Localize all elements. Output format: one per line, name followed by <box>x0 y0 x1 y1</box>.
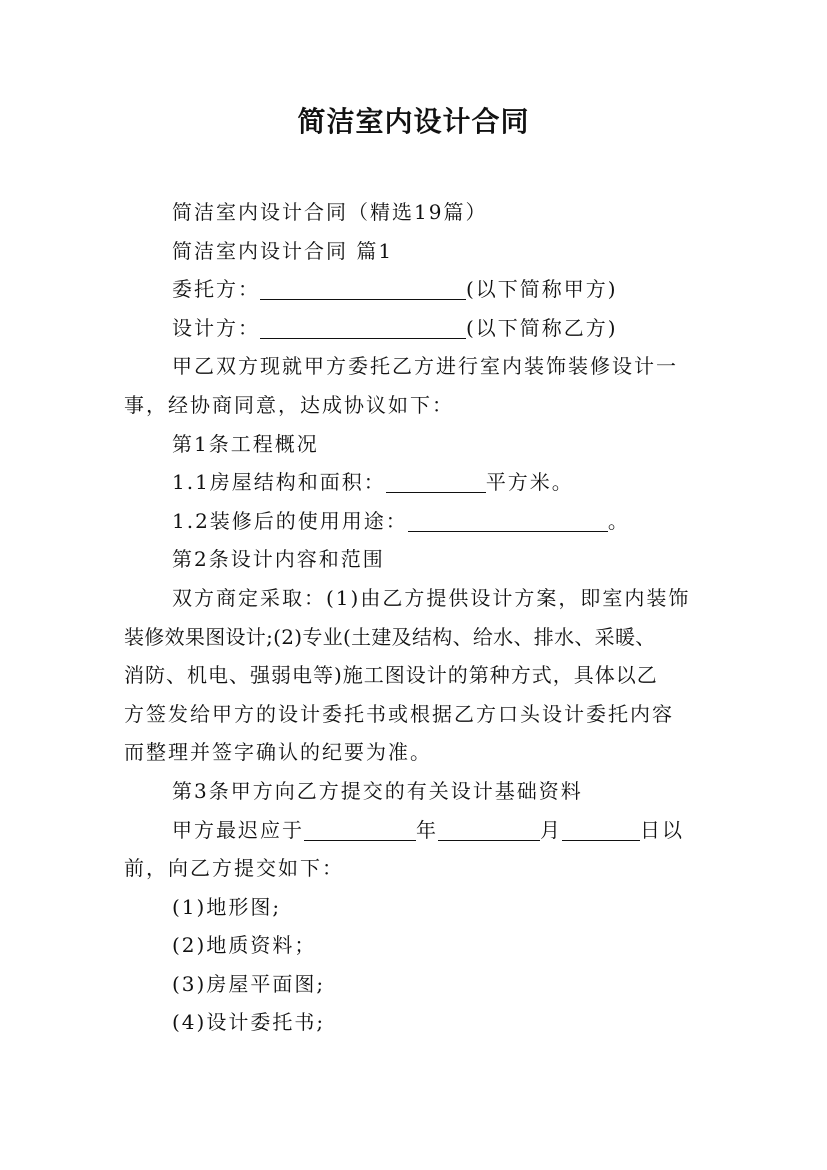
item-1-2-label: 1.2装修后的使用用途： <box>172 508 408 533</box>
subtitle-line: 简洁室内设计合同（精选19篇） <box>172 200 488 224</box>
deadline-prefix: 甲方最迟应于 <box>172 817 304 842</box>
scope-line-2: 装修效果图设计;(2)专业(土建及结构、给水、排水、采暖、 <box>124 624 656 649</box>
intro-line-1: 甲乙双方现就甲方委托乙方进行室内装饰装修设计一 <box>172 354 678 379</box>
deadline-day: 日以 <box>640 817 684 842</box>
document-body <box>124 193 704 1042</box>
scope-line-4: 方签发给甲方的设计委托书或根据乙方口头设计委托内容 <box>124 701 674 726</box>
month-blank <box>438 818 540 841</box>
list-item-1: (1)地形图; <box>172 894 282 919</box>
scope-line-1: 双方商定采取：(1)由乙方提供设计方案，即室内装饰 <box>172 585 691 610</box>
document-title: 简洁室内设计合同 <box>297 105 530 138</box>
designer-blank <box>260 316 466 339</box>
article-1-heading: 第1条工程概况 <box>172 431 319 456</box>
article-3-heading: 第3条甲方向乙方提交的有关设计基础资料 <box>172 778 583 803</box>
client-blank <box>260 277 466 300</box>
section-heading: 简洁室内设计合同 篇1 <box>172 238 394 263</box>
list-item-3: (3)房屋平面图; <box>172 971 326 996</box>
client-line <box>124 270 704 309</box>
intro-line-2: 事，经协商同意，达成协议如下： <box>124 392 454 417</box>
client-label: 委托方： <box>172 277 260 302</box>
scope-line-3: 消防、机电、强弱电等)施工图设计的第种方式，具体以乙 <box>124 663 658 688</box>
deadline-line <box>124 811 704 850</box>
scope-line-5: 而整理并签字确认的纪要为准。 <box>124 740 432 765</box>
designer-label: 设计方： <box>172 315 260 340</box>
article-2-heading: 第2条设计内容和范围 <box>172 547 385 572</box>
list-item-2: (2)地质资料； <box>172 933 317 958</box>
usage-blank <box>408 509 608 532</box>
designer-suffix: (以下简称乙方) <box>466 315 618 340</box>
year-blank <box>304 818 416 841</box>
item-1-2-suffix: 。 <box>607 508 630 533</box>
list-item-4: (4)设计委托书; <box>172 1010 326 1035</box>
item-1-1-suffix: 平方米。 <box>485 470 574 495</box>
client-suffix: (以下简称甲方) <box>466 277 618 302</box>
deadline-line-2: 前，向乙方提交如下： <box>124 856 344 881</box>
item-1-2 <box>124 502 704 541</box>
deadline-month: 月 <box>540 817 562 842</box>
deadline-year: 年 <box>416 817 438 842</box>
area-blank <box>386 470 486 493</box>
item-1-1 <box>124 463 704 502</box>
day-blank <box>562 818 640 841</box>
item-1-1-label: 1.1房屋结构和面积： <box>172 470 386 495</box>
designer-line <box>124 309 704 348</box>
